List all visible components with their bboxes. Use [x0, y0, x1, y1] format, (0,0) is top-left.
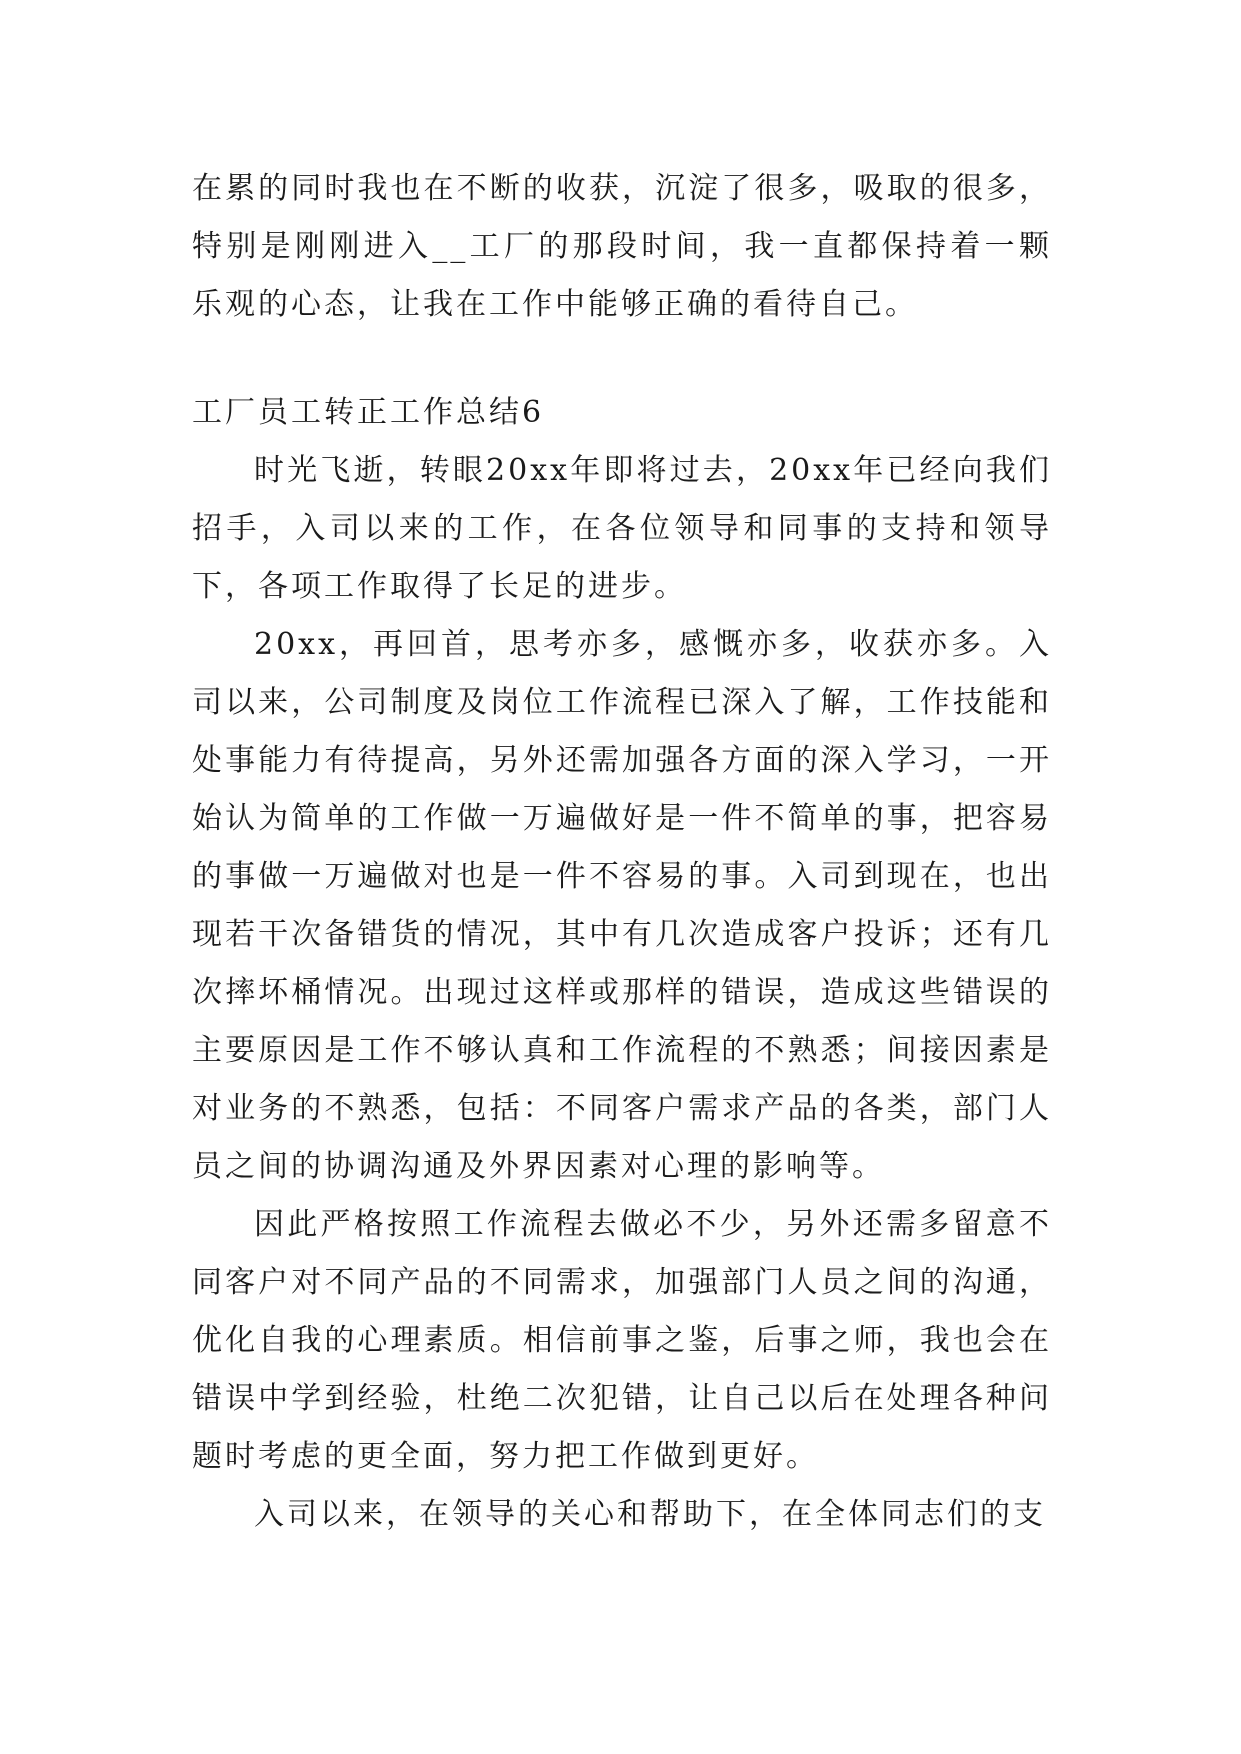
paragraph-4: 入司以来，在领导的关心和帮助下，在全体同志们的支 — [254, 1497, 1046, 1532]
paragraph-2: 20xx，再回首，思考亦多，感慨亦多，收获亦多。入司以来，公司制度及岗位工作流程已深入了解，工作技能和处事能力有待提高，另外还需加强各方面的深入学习，一开始认为简单的工作做一万遍做好是一件不简单的事，把容易的事做一万遍做对也是一件不容易的事。入司到现在，也出现若干次备错货的情况，其中有几次造成客户投诉；还有几次摔坏桶情况。出现过这样或那样的错误，造成这些错误的主要原因是工作不够认真和工作流程的不熟悉；间接因素是对业务的不熟悉，包括：不同客户需求产品的各类，部门人员之间的协调沟通及外界因素对心理的影响等。 — [192, 627, 1052, 1184]
paragraph-1: 时光飞逝，转眼20xx年即将过去，20xx年已经向我们招手，入司以来的工作，在各位领导和同事的支持和领导下，各项工作取得了长足的进步。 — [192, 453, 1052, 604]
paragraph-3: 因此严格按照工作流程去做必不少，另外还需多留意不同客户对不同产品的不同需求，加强部门人员之间的沟通，优化自我的心理素质。相信前事之鉴，后事之师，我也会在错误中学到经验，杜绝二次犯错，让自己以后在处理各种问题时考虑的更全面，努力把工作做到更好。 — [192, 1207, 1052, 1474]
continuation-paragraph: 在累的同时我也在不断的收获，沉淀了很多，吸取的很多，特别是刚刚进入__工厂的那段时间，我一直都保持着一颗乐观的心态，让我在工作中能够正确的看待自己。 — [192, 171, 1052, 322]
section-title: 工厂员工转正工作总结6 — [192, 395, 545, 430]
document-body — [192, 160, 1052, 1544]
